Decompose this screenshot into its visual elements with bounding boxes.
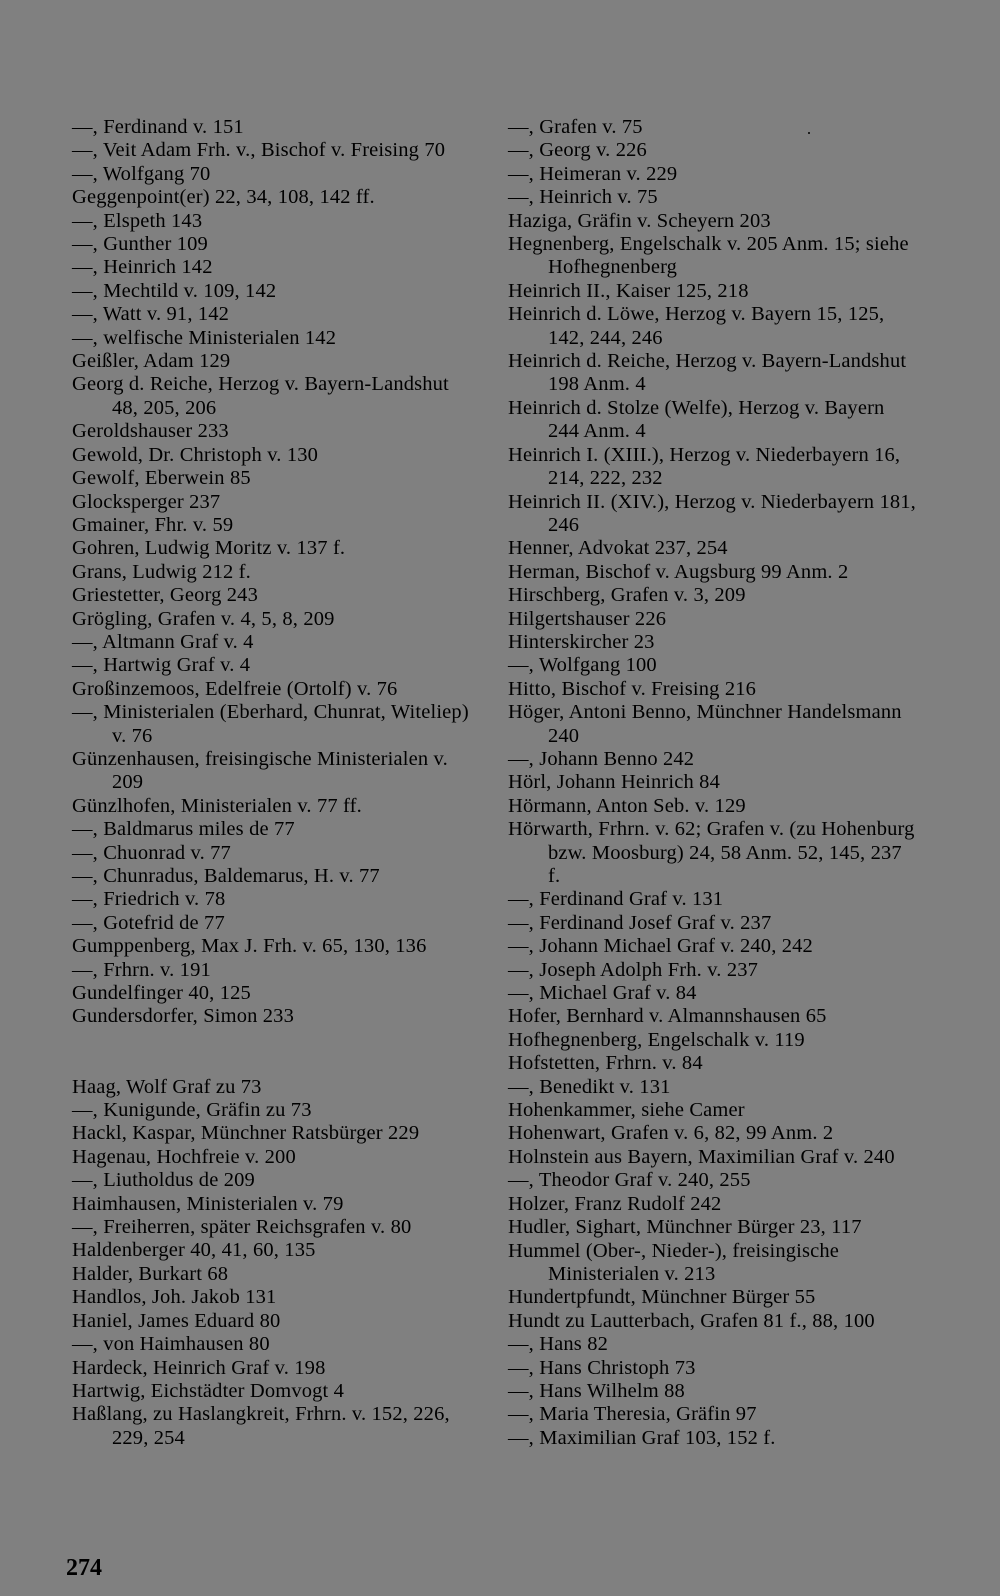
- index-entry: —, Frhrn. v. 191: [72, 958, 211, 981]
- index-entry: Hinterskircher 23: [508, 630, 655, 653]
- index-entry: —, Maximilian Graf 103, 152 f.: [508, 1426, 776, 1449]
- index-entry: —, Ferdinand v. 151: [72, 116, 244, 138]
- index-entry: —, Maria Theresia, Gräfin 97: [508, 1403, 757, 1426]
- index-entry: Hohenwart, Grafen v. 6, 82, 99 Anm. 2: [508, 1122, 834, 1145]
- index-entry: Hohenkammer, siehe Camer: [508, 1099, 745, 1122]
- index-entry: —, Baldmarus miles de 77: [72, 818, 295, 841]
- index-entry: Hegnenberg, Engelschalk v. 205 Anm. 15; siehe Hofhegnenberg: [508, 233, 909, 279]
- index-entry: Holnstein aus Bayern, Maximilian Graf v. 240: [508, 1145, 895, 1168]
- index-entry: Holzer, Franz Rudolf 242: [508, 1192, 722, 1215]
- index-entry: Hitto, Bischof v. Freising 216: [508, 677, 757, 700]
- index-entry: Heinrich d. Stolze (Welfe), Herzog v. Bayern 244 Anm. 4: [508, 396, 885, 443]
- index-entry: Hofer, Bernhard v. Almannshausen 65: [508, 1005, 827, 1028]
- index-entry: —, Chuonrad v. 77: [72, 841, 231, 864]
- index-entry: —, Heinrich 142: [72, 256, 213, 279]
- index-entry: —, Hans Christoph 73: [508, 1356, 696, 1379]
- index-entry: —, von Haimhausen 80: [72, 1333, 270, 1356]
- index-entry: —, Friedrich v. 78: [72, 888, 226, 911]
- index-entry: —, Elspeth 143: [72, 209, 203, 232]
- index-entry: Herman, Bischof v. Augsburg 99 Anm. 2: [508, 560, 849, 583]
- index-entry: Gewold, Dr. Christoph v. 130: [72, 443, 319, 466]
- index-entry: Günzlhofen, Ministerialen v. 77 ff.: [72, 794, 362, 817]
- index-entry: —, Veit Adam Frh. v., Bischof v. Freising 70: [72, 139, 446, 162]
- index-entry: —, Freiherren, später Reichsgrafen v. 80: [72, 1216, 412, 1239]
- index-entry: Gumppenberg, Max J. Frh. v. 65, 130, 136: [72, 935, 427, 958]
- stray-ink-dot: [808, 132, 810, 134]
- index-entry: Hummel (Ober-, Nieder-), freisingische Ministerialen v. 213: [508, 1239, 840, 1285]
- index-entry: —, Michael Graf v. 84: [508, 982, 697, 1005]
- index-column-left: [72, 116, 480, 1450]
- index-entry: —, Benedikt v. 131: [508, 1075, 671, 1098]
- index-entry: —, Altmann Graf v. 4: [72, 630, 254, 653]
- index-entry: Geggenpoint(er) 22, 34, 108, 142 ff.: [72, 186, 375, 209]
- index-entry: Geißler, Adam 129: [72, 350, 231, 373]
- index-entry: —, Ferdinand Graf v. 131: [508, 888, 724, 911]
- index-entry: —, Theodor Graf v. 240, 255: [508, 1169, 751, 1192]
- index-entry: Halder, Burkart 68: [72, 1262, 229, 1285]
- index-entry: Hagenau, Hochfreie v. 200: [72, 1145, 296, 1168]
- index-entry: —, Chunradus, Baldemarus, H. v. 77: [72, 865, 380, 887]
- page-number: 274: [66, 1555, 102, 1581]
- index-entry: —, Mechtild v. 109, 142: [72, 279, 277, 302]
- index-entry: Heinrich II. (XIV.), Herzog v. Niederbayern 181, 246: [508, 490, 916, 536]
- index-entry: —, Wolfgang 70: [72, 162, 211, 185]
- index-entry: Haziga, Gräfin v. Scheyern 203: [508, 209, 771, 232]
- index-entry: Gohren, Ludwig Moritz v. 137 f.: [72, 537, 346, 560]
- index-entry: Glocksperger 237: [72, 490, 221, 513]
- index-entry: —, Johann Benno 242: [508, 747, 695, 770]
- index-entry: —, welfische Ministerialen 142: [72, 326, 337, 349]
- index-entry: Hirschberg, Grafen v. 3, 209: [508, 584, 746, 607]
- index-column-right: [508, 116, 916, 1450]
- index-entry: —, Ministerialen (Eberhard, Chunrat, Witeliep) v. 76: [72, 701, 469, 747]
- index-entry: Haimhausen, Ministerialen v. 79: [72, 1192, 344, 1215]
- index-entry: —, Heinrich v. 75: [508, 186, 658, 209]
- index-entry: Haag, Wolf Graf zu 73: [72, 1075, 262, 1098]
- index-entry: —, Ferdinand Josef Graf v. 237: [508, 911, 772, 934]
- index-entry: Heinrich I. (XIII.), Herzog v. Niederbayern 16, 214, 222, 232: [508, 443, 901, 490]
- index-entry: —, Watt v. 91, 142: [72, 303, 230, 326]
- index-entry: Heinrich II., Kaiser 125, 218: [508, 279, 749, 302]
- index-entry: Hartwig, Eichstädter Domvogt 4: [72, 1379, 345, 1402]
- index-entry: Gewolf, Eberwein 85: [72, 467, 251, 490]
- index-entry: —, Hartwig Graf v. 4: [72, 654, 251, 677]
- index-entry: Handlos, Joh. Jakob 131: [72, 1286, 277, 1309]
- index-entry: Heinrich d. Löwe, Herzog v. Bayern 15, 125, 142, 244, 246: [508, 303, 885, 349]
- index-entry: —, Johann Michael Graf v. 240, 242: [508, 935, 813, 958]
- index-entry: Gmainer, Fhr. v. 59: [72, 513, 234, 536]
- index-entry: —, Joseph Adolph Frh. v. 237: [508, 958, 759, 981]
- index-entry: Georg d. Reiche, Herzog v. Bayern-Landshut 48, 205, 206: [72, 373, 449, 419]
- index-entry: Henner, Advokat 237, 254: [508, 537, 728, 560]
- index-entry: —, Hans 82: [508, 1333, 609, 1356]
- index-entry: Grans, Ludwig 212 f.: [72, 560, 251, 583]
- index-entry: —, Georg v. 226: [508, 139, 647, 162]
- index-entry: Heinrich d. Reiche, Herzog v. Bayern-Landshut 198 Anm. 4: [508, 350, 907, 396]
- index-entry: Hundertpfundt, Münchner Bürger 55: [508, 1286, 816, 1309]
- index-entry: Hofhegnenberg, Engelschalk v. 119: [508, 1028, 805, 1051]
- index-entry: Gundersdorfer, Simon 233: [72, 1005, 294, 1028]
- index-entry: Haniel, James Eduard 80: [72, 1309, 281, 1332]
- index-entry: Günzenhausen, freisingische Ministerialen v. 209: [72, 747, 448, 794]
- index-entry: Hörwarth, Frhrn. v. 62; Grafen v. (zu Hohenburg bzw. Moosburg) 24, 58 Anm. 52, 145, 237 f.: [508, 818, 915, 887]
- index-entry: Haldenberger 40, 41, 60, 135: [72, 1239, 316, 1262]
- index-entry: Hörmann, Anton Seb. v. 129: [508, 794, 746, 817]
- index-entry: Haßlang, zu Haslangkreit, Frhrn. v. 152, 226, 229, 254: [72, 1403, 450, 1449]
- index-entry: Hardeck, Heinrich Graf v. 198: [72, 1356, 326, 1379]
- index-entry: Hundt zu Lautterbach, Grafen 81 f., 88, 100: [508, 1309, 875, 1332]
- index-entry: —, Gunther 109: [72, 233, 208, 256]
- index-entry: —, Gotefrid de 77: [72, 911, 225, 934]
- index-entry: Hackl, Kaspar, Münchner Ratsbürger 229: [72, 1122, 420, 1145]
- index-entry: Griestetter, Georg 243: [72, 584, 258, 607]
- index-entry: Hilgertshauser 226: [508, 607, 667, 630]
- index-entry: Grögling, Grafen v. 4, 5, 8, 209: [72, 607, 335, 630]
- index-entry: —, Wolfgang 100: [508, 654, 657, 677]
- index-entry: Geroldshauser 233: [72, 420, 229, 443]
- index-entry: —, Liutholdus de 209: [72, 1169, 255, 1192]
- index-entry: Großinzemoos, Edelfreie (Ortolf) v. 76: [72, 677, 398, 700]
- index-entry: —, Grafen v. 75: [508, 116, 643, 138]
- section-gap: [72, 1029, 480, 1076]
- index-entry: —, Hans Wilhelm 88: [508, 1379, 685, 1402]
- index-entry: —, Heimeran v. 229: [508, 162, 678, 185]
- index-entry: Hörl, Johann Heinrich 84: [508, 771, 720, 794]
- index-entry: Hudler, Sighart, Münchner Bürger 23, 117: [508, 1216, 862, 1239]
- index-entry: Höger, Antoni Benno, Münchner Handelsmann 240: [508, 701, 902, 747]
- index-entry: Gundelfinger 40, 125: [72, 982, 251, 1005]
- index-entry: Hofstetten, Frhrn. v. 84: [508, 1052, 703, 1075]
- index-entry: —, Kunigunde, Gräfin zu 73: [72, 1099, 312, 1122]
